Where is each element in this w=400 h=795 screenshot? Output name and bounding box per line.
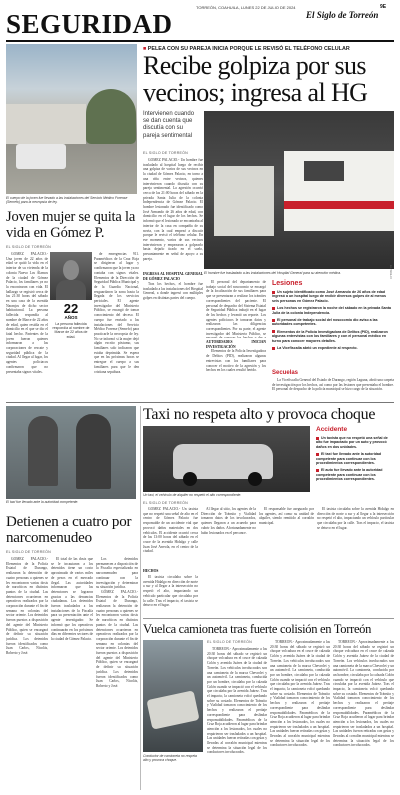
accident-list: [316, 436, 394, 485]
photo-wheel: [183, 472, 197, 486]
portrait-body: [56, 280, 86, 300]
top-story-body3: AUTORIDADES INICIAN INVESTIGACIÓN Elementos de la Policía Investigadora de Delitos (PID), realizaron algunas entrevistas con los familiares para conocer el motivo de la agresión y los hechos en los cuales resultó herido.: [206, 340, 266, 373]
story4-headline: Detienen a cuatro por narcomenudeo: [6, 514, 132, 546]
bullet-square-icon: [316, 453, 319, 456]
story5-rule: [143, 618, 394, 619]
story2-photo: [50, 252, 92, 300]
story5-byline: EL SIGLO DE TORREÓN: [207, 640, 252, 644]
portrait-head: [63, 260, 79, 280]
top-story-headline: Recibe golpiza por sus vecinos; ingresa al HG: [143, 51, 368, 107]
kicker-bullet: ■: [143, 46, 148, 52]
top-story-subhead2: INGRESA AL HOSPITAL GENERAL DE GÓMEZ PALACIO: [143, 272, 203, 281]
story3-photo: [6, 406, 136, 499]
story3-headline: Taxi no respeta alto y provoca choque: [143, 406, 376, 423]
column-divider: [140, 406, 141, 790]
story2-body2: de emergencias 911. Paramédicos de la Cruz Roja se dirigieron al lugar y confirmaron que la joven ya no contaba con signos vitales. Elementos de la Dirección de Seguridad Pública Municipal y de la Guardia Nacional, resguardaron la zona hasta la llegada de los servicios periciales. El agente investigador del Ministerio Público, se encargó de tomar conocimiento del deceso. El cuerpo fue enviado a las instalaciones del Servicio Médico Forense (Semefo) para practicarle la necropsia de ley. No se informó si la mujer dejó algún escrito póstumo, sus familiares solo indicaron que estaba deprimida. Se espera que en las próximas horas se entregue el cuerpo a sus familiares para que le den cristiana sepultura.: [94, 252, 139, 374]
story3-body1: GÓMEZ PALACIO.- Un taxista que no respetó una señal de alto en el centro de Gómez Palacio fue responsable de un accidente vial que provocó daños materiales en dos vehículos. El accidente ocurrió cerca de las 13:00 horas del sábado en el cruce de la avenida Hidalgo y calle Juan José Arreola, en el centro de la ciudad.: [143, 507, 198, 554]
accident-title: Accidente: [316, 426, 348, 433]
page-number: 9E: [380, 4, 387, 10]
story5-body-col1: TORREÓN.- Aproximadamente a las 20:30 horas del sábado se registró un choque volcadura en el cruce de calzada Colón y avenida Juárez de la ciudad de Torreón. Los vehículos involucrados son una camioneta de la marca Chevrolet y un automóvil. La camioneta, conducida por un hombre, circulaba por la calzada Colón cuando se impactó con el vehículo que circulaba por la avenida Juárez. Tras el impacto, la camioneta volcó quedando sobre su costado. Elementos de Tránsito y Vialidad tomaron conocimiento de los hechos y realizaron el peritaje correspondiente para deslindar responsabilidades. Paramédicos de la Cruz Roja acudieron al lugar para brindar atención a los lesionados, los cuales no requirieron ser trasladados a un hospital. Las unidades fueron retiradas con grúas y llevadas al corralón municipal mientras se determina la situación legal de los conductores involucrados.: [207, 647, 267, 755]
sidebar-item: Elementos de la Policía Investigadora de Delitos (PID), realizaron algunas entrevistas con los familiares y con el personal médico en turno para conocer mayores detalles.: [272, 329, 388, 343]
top-story-kicker: ■ PELEA CON SU PAREJA INICIA PORQUE LE REVISÓ EL TELÉFONO CELULAR: [143, 46, 350, 52]
story2-byline: EL SIGLO DE TORREÓN: [6, 245, 51, 249]
bullet-square-icon: [316, 437, 319, 440]
story4-body2: El total de las dosis que se le incautaron a los detenidos tiene un costo aproximado de varios miles de pesos en el mercado ilegal. Las autoridades informaron que las detenciones se lograron gracias a las denuncias ciudadanas. Los detenidos fueron trasladados a las instalaciones de la Fiscalía para su presentación ante el agente investigador. Se informó que los operativos continuarán en los próximos días en diferentes sectores de la ciudad de Gómez Palacio.: [51, 557, 93, 641]
story3-byline: EL SIGLO DE TORREÓN: [143, 501, 188, 505]
stat-desc: La persona fallecida respondía al nombre de Marce de 22 años de edad.: [52, 322, 90, 339]
sidebar-title: Lesiones: [272, 280, 303, 287]
sidebar-item: Los hechos se registraron la noche del sábado en la privada Santa Julia de la colonia Independencia.: [272, 306, 392, 315]
section-title: SEGURIDAD: [6, 9, 173, 39]
story4-body: GÓMEZ PALACIO.- Elementos de la Policía Estatal de Durango, realizaron la detención de cuatro personas a quienes se les encontraron varias dosis de narcóticos en distintos puntos de la ciudad. Las detenciones ocurrieron en operativos realizados por la corporación durante el fin de semana en colonias del sector oriente. Los detenidos fueron puestos a disposición del agente del Ministerio Público, quien se encargará de definir su situación jurídica. Los detenidos fueron identificados como Juan Carlos, Nicolás, Roberto y José.: [6, 557, 48, 656]
sidebar-item: Un sujeto identificado como José Armando de 26 años de edad ingresó a un hospital luego de recibir diversos golpes de al menos seis personas en Gómez Palacio.: [272, 290, 387, 303]
photo-wheel: [248, 472, 262, 486]
story3-body3: Al llegar al sitio, los agentes de la Dirección de Tránsito y Vialidad tomaron datos de los involucrados, quienes llegaron a un acuerdo para cubrir los daños. Afortunadamente no hubo lesionados en el percance.: [201, 507, 256, 535]
story5-photo: [143, 640, 203, 752]
story5-body-col3: TORREÓN.- Aproximadamente a las 20:30 horas del sábado se registró un choque volcadura en el cruce de calzada Colón y avenida Juárez de la ciudad de Torreón. Los vehículos involucrados son una camioneta de la marca Chevrolet y un automóvil. La camioneta, conducida por un hombre, circulaba por la calzada Colón cuando se impactó con el vehículo que circulaba por la avenida Juárez. Tras el impacto, la camioneta volcó quedando sobre su costado. Elementos de Tránsito y Vialidad tomaron conocimiento de los hechos y realizaron el peritaje correspondiente para deslindar responsabilidades. Paramédicos de la Cruz Roja acudieron al lugar para brindar atención a los lesionados, los cuales no requirieron ser trasladados a un hospital. Las unidades fueron retiradas con grúas y llevadas al corralón municipal mientras se determina la situación legal de los conductores involucrados.: [333, 640, 394, 748]
top-story-body1: GÓMEZ PALACIO.- Un hombre fue trasladado al hospital luego de recibir una golpiza de varios de sus vecinos en la ciudad de Gómez Palacio, en torno a una riña entre vecinos, quienes intervinieron cuando discutía con su pareja sentimental. La agresión ocurrió cerca de las 21:00 horas del sábado en la privada Santa Julia de la colonia Independencia de Gómez Palacio. El hombre lesionado fue identificado como José Armando de 26 años de edad, con domicilio en el lugar de los hechos. Se informó que el lesionado se encontraba al interior de la casa en compañía de su novia, con la cual empezó a discutir porque le revisó el teléfono celular. En ese momento, varios de sus vecinos intervinieron y empezaron a golpearlo hasta dejarlo tirado en el suelo, presuntamente en señal de apoyo a su pareja.: [143, 158, 203, 261]
sidebar-item: El personal de trabajo social del nosocomio dio aviso a las autoridades competentes.: [272, 318, 378, 327]
bullet-square-icon: [272, 291, 275, 294]
bullet-square-icon: [272, 330, 275, 333]
photo-tree: [86, 89, 136, 144]
story5-body-col2: TORREÓN.- Aproximadamente a las 20:30 horas del sábado se registró un choque volcadura en el cruce de calzada Colón y avenida Juárez de la ciudad de Torreón. Los vehículos involucrados son una camioneta de la marca Chevrolet y un automóvil. La camioneta, conducida por un hombre, circulaba por la calzada Colón cuando se impactó con el vehículo que circulaba por la avenida Juárez. Tras el impacto, la camioneta volcó quedando sobre su costado. Elementos de Tránsito y Vialidad tomaron conocimiento de los hechos y realizaron el peritaje correspondiente para deslindar responsabilidades. Paramédicos de la Cruz Roja acudieron al lugar para brindar atención a los lesionados, los cuales no requirieron ser trasladados a un hospital. Las unidades fueron retiradas con grúas y llevadas al corralón municipal mientras se determina la situación legal de los conductores involucrados.: [270, 640, 330, 748]
bullet-square-icon: [316, 469, 319, 472]
sidebar-list: [272, 290, 394, 353]
story3-subhead: HECHOS: [143, 569, 159, 573]
photo-woman: [28, 416, 58, 486]
accident-extra: El taxista circulaba sobre la avenida Hidalgo en dirección de norte a sur y al llegar a la intersección no respetó el alto, impactando un vehículo particular que circulaba por la calle. Tras el impacto, el taxista se detuvo en el lugar.: [317, 507, 394, 530]
photo-man: [76, 414, 111, 489]
story2-body: GÓMEZ PALACIO.- Una joven de 22 años de edad se quitó la vida en el interior de su vivienda de la colonia Nuevo Los Álamos de la ciudad de Gómez Palacio, los familiares ya no la encontraron con vida. El hallazgo se registró cerca de las 21:30 horas del sábado en una casa de la avenida Naranjos de dicho sector habitacional. La persona fallecida respondía al nombre de Marce de 22 años de edad, quien residía en el domicilio en el que se dio el fatal hecho. Parientes de la joven fueron quienes informaron a las corporaciones de rescate y seguridad pública de la ciudad. Al llegar al lugar, los agentes policiacos confirmaron que no presentaba signos vitales.: [6, 252, 48, 374]
story5-caption: Conductor de camioneta no respeta alto y provoca choque.: [143, 754, 197, 763]
story2-headline: Joven mujer se quita la vida en Gómez P.: [6, 209, 136, 241]
masthead: [6, 3, 394, 39]
top-story-deck: Intervienen cuando se dan cuenta que discutía con su pareja sentimental: [143, 111, 195, 139]
top-photo: [6, 44, 137, 194]
newspaper-logo: El Siglo de Torreón: [306, 10, 379, 20]
photo-ambulance-door: [214, 166, 274, 236]
top-story-body4: Tras los hechos, el hombre fue trasladado a las instalaciones del Hospital General, a donde ingresó con múltiples golpes en distintas partes del cuerpo.: [143, 282, 203, 301]
sidebar-item: La Vicefiscalía abrió un expediente al respecto.: [272, 346, 394, 350]
photo-ambulance-window: [304, 161, 344, 181]
accident-item: El auto fue llevado ante la autoridad competente para continuar con los procedimientos correspondientes.: [316, 468, 383, 482]
sidebar-section-title: Secuelas: [272, 370, 299, 376]
sidebar-section-body: La Vicefiscalía General del Estado de Durango, región Laguna, abrió una carpeta de investigación por los hechos, así como por las lesiones que presentaba el hombre. El personal de despacho de la policía municipal se hizo cargo de la situación.: [272, 378, 394, 392]
story3-caption: Un taxi, el vehículo de alquiler no respetó el alto correspondiente.: [143, 493, 242, 497]
photo-truck: [16, 144, 66, 169]
story4-body3: Los detenidos permanecen a disposición de la Fiscalía especializada en narcomenudeo para continuar con la investigación y determinar su situación jurídica. GÓMEZ PALACIO.- Elementos de la Policía Estatal de Durango, realizaron la detención de cuatro personas a quienes se les encontraron varias dosis de narcóticos en distintos puntos de la ciudad. Las detenciones ocurrieron en operativos realizados por la corporación durante el fin de semana en colonias del sector oriente. Los detenidos fueron puestos a disposición del agente del Ministerio Público, quien se encargará de definir su situación jurídica. Los detenidos fueron identificados como Juan Carlos, Nicolás, Roberto y José.: [96, 557, 138, 688]
photo-overturned-truck: [146, 690, 199, 729]
bullet-square-icon: [272, 347, 275, 350]
photo-ambulance-stripe: [284, 201, 394, 209]
top-story-body2: El personal del departamento de trabajo social del nosocomio se encargó de la localización de sus familiares para que se presentaran a realizar los trámites correspondientes del paciente. El personal de despacho del Sistema Estatal de Seguridad Pública trabajó en el lugar de los hechos y levantó un reporte. Los agentes policiacos le tomaron datos y realizaron las diligencias correspondientes. Por su parte, el agente investigador del Ministerio Público, se: [206, 280, 266, 336]
top-story-byline: EL SIGLO DE TORREÓN: [143, 151, 188, 155]
section-divider: [6, 402, 394, 403]
story3-photo-caption: El taxi fue llevado ante la autoridad competente.: [6, 500, 79, 504]
dateline: TORREÓN, COAHUILA, LUNES 22 DE JULIO DE 2024: [196, 5, 296, 10]
stat-value: 22: [63, 301, 79, 316]
ambulance-photo: [204, 111, 394, 269]
story5-headline: Vuelca camioneta tras fuerte colisión en Torreón: [143, 622, 372, 636]
top-story-caption: El hombre fue trasladado a las instalaciones del Hospital General para su atención médica.: [204, 271, 342, 275]
story4-byline: EL SIGLO DE TORREÓN: [6, 550, 51, 554]
story2-stat: [50, 302, 92, 339]
masthead-rule: [6, 40, 394, 42]
stat-unit: AÑOS: [64, 315, 78, 320]
photo-building: [6, 104, 86, 144]
story2-caption: El cuerpo de la joven fue llevado a las instalaciones del Servicio Médico Forense (Semefo) para la necropsia de ley.: [6, 196, 128, 205]
bullet-square-icon: [272, 307, 275, 310]
taxi-photo: [143, 426, 310, 492]
photo-credit: EL SIGLO: [389, 265, 393, 279]
story3-body2: El taxista circulaba sobre la avenida Hidalgo en dirección de norte a sur y al llegar a la intersección no respetó el alto, impactando un vehículo particular que circulaba por la calle. Tras el impacto, el taxista se detuvo en el lugar.: [143, 575, 198, 608]
accident-item: El taxi fue llevado ante la autoridad competente para continuar con los procedimientos correspondientes.: [316, 452, 382, 466]
bullet-square-icon: [272, 319, 275, 322]
story3-body4: El responsable fue asegurado por los agentes, así como su unidad de alquiler, siendo remitido al corralón municipal.: [259, 507, 314, 526]
accident-item: Un taxista que no respetó una señal de alto fue impactado por un auto y provocó daños en dos unidades.: [316, 436, 388, 449]
